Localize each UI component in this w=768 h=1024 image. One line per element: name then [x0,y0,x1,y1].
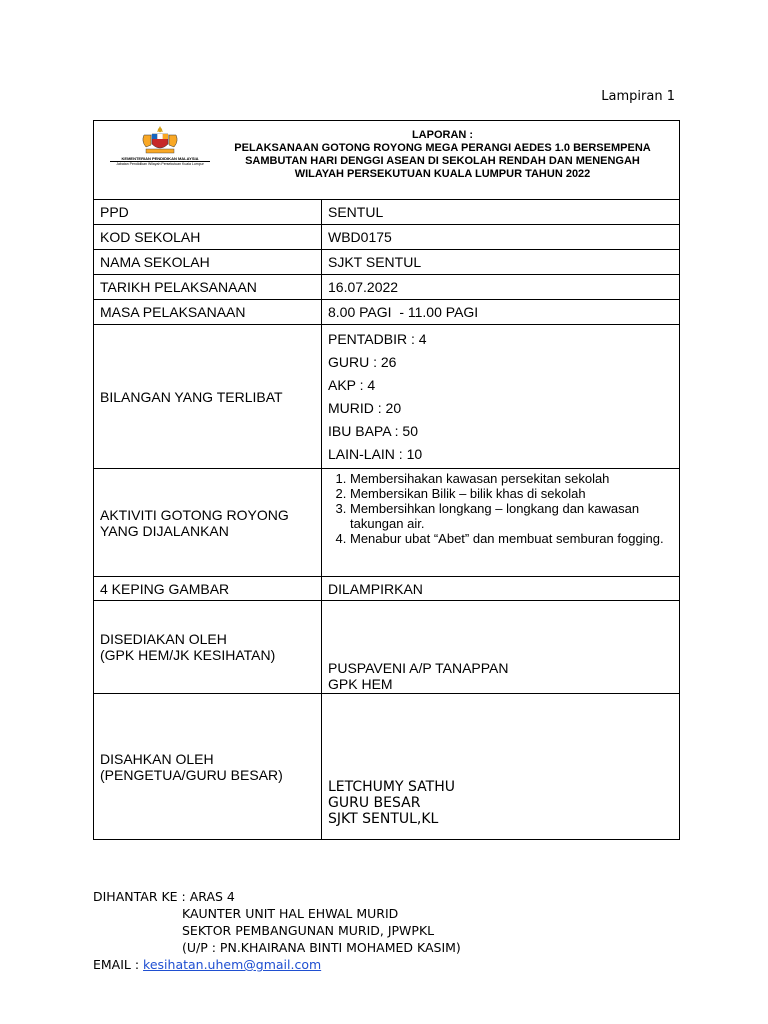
prepared-by-title: GPK HEM [328,676,393,692]
list-item: 1. Membersihakan kawasan persekitan sekolah [350,471,673,486]
aktiviti-label-line-2: YANG DIJALANKAN [100,522,229,539]
header-cell [94,121,680,200]
nama-value: SJKT SENTUL [322,250,680,275]
bilangan-item: GURU : 26 [328,353,397,370]
title-line-2: PELAKSANAAN GOTONG ROYONG MEGA PERANGI AEDES 1.0 BERSEMPENA [234,142,651,154]
row-aktiviti [94,469,680,577]
footer-line-2: KAUNTER UNIT HAL EHWAL MURID [182,906,399,921]
title-line-1: LAPORAN : [411,129,474,141]
gambar-label: 4 KEPING GAMBAR [94,577,322,601]
email-label: EMAIL : [93,957,144,972]
disahkan-label-line-1: DISAHKAN OLEH [100,750,214,767]
row-bilangan [94,325,680,469]
nama-label: NAMA SEKOLAH [94,250,322,275]
crest-department-text: Jabatan Pendidikan Wilayah Persekutuan Kuala Lumpur [116,162,204,166]
disediakan-label-line-2: (GPK HEM/JK KESIHATAN) [100,647,276,663]
header-row [94,121,680,200]
footer-line-3: SEKTOR PEMBANGUNAN MURID, JPWPKL [182,923,435,938]
row-gambar [94,577,680,601]
aktiviti-label-line-1: AKTIVITI GOTONG ROYONG [100,506,289,523]
approved-by-school: SJKT SENTUL,KL [328,811,439,827]
masa-value: 8.00 PAGI - 11.00 PAGI [322,300,680,325]
title-line-4: WILAYAH PERSEKUTUAN KUALA LUMPUR TAHUN 2022 [294,168,591,180]
bilangan-item: AKP : 4 [328,376,376,393]
ppd-value: SENTUL [322,200,680,225]
bilangan-item: LAIN-LAIN : 10 [328,445,423,462]
title-line-3: SAMBUTAN HARI DENGGI ASEAN DI SEKOLAH RENDAH DAN MENENGAH [245,155,640,167]
disediakan-label [94,601,322,694]
ppd-label: PPD [94,200,322,225]
row-nama-sekolah [94,250,680,275]
report-table [93,120,680,840]
footer-line-4: (U/P : PN.KHAIRANA BINTI MOHAMED KASIM) [182,940,461,955]
coat-of-arms-icon [138,125,182,155]
bilangan-item: MURID : 20 [328,399,402,416]
kod-label: KOD SEKOLAH [94,225,322,250]
bilangan-item: IBU BAPA : 50 [328,422,419,439]
row-tarikh [94,275,680,300]
list-item: 4. Menabur ubat “Abet” dan membuat semburan fogging. [350,531,673,546]
tarikh-label: TARIKH PELAKSANAAN [94,275,322,300]
disahkan-signature [322,694,680,840]
aktiviti-list-cell [322,469,680,577]
row-disahkan [94,694,680,840]
disahkan-label-line-2: (PENGETUA/GURU BESAR) [100,766,283,783]
approved-by-title: GURU BESAR [328,795,421,811]
ministry-crest [110,125,210,166]
crest-ministry-text: KEMENTERIAN PENDIDIKAN MALAYSIA [110,156,210,162]
report-title [218,129,667,181]
prepared-by-name: PUSPAVENI A/P TANAPPAN [328,660,509,676]
footer-email-line [93,956,461,973]
bilangan-list [322,325,680,469]
approved-by-name: LETCHUMY SATHU [328,779,455,795]
row-disediakan [94,601,680,694]
lampiran-label: Lampiran 1 [601,89,675,104]
row-kod-sekolah [94,225,680,250]
bilangan-label: BILANGAN YANG TERLIBAT [94,325,322,469]
email-link[interactable]: kesihatan.uhem@gmail.com [143,957,322,972]
kod-value: WBD0175 [322,225,680,250]
footer [93,888,461,973]
masa-label: MASA PELAKSANAAN [94,300,322,325]
disahkan-label [94,694,322,840]
bilangan-item: PENTADBIR : 4 [328,330,427,347]
footer-line-1: DIHANTAR KE : ARAS 4 [93,889,235,904]
row-ppd [94,200,680,225]
list-item: 3. Membersihkan longkang – longkang dan kawasan takungan air. [350,501,673,531]
list-item: 2. Membersikan Bilik – bilik khas di sekolah [350,486,673,501]
tarikh-value: 16.07.2022 [322,275,680,300]
aktiviti-list [328,471,673,546]
aktiviti-label [94,469,322,577]
disediakan-signature [322,601,680,694]
row-masa [94,300,680,325]
gambar-value: DILAMPIRKAN [322,577,680,601]
disediakan-label-line-1: DISEDIAKAN OLEH [100,631,227,647]
